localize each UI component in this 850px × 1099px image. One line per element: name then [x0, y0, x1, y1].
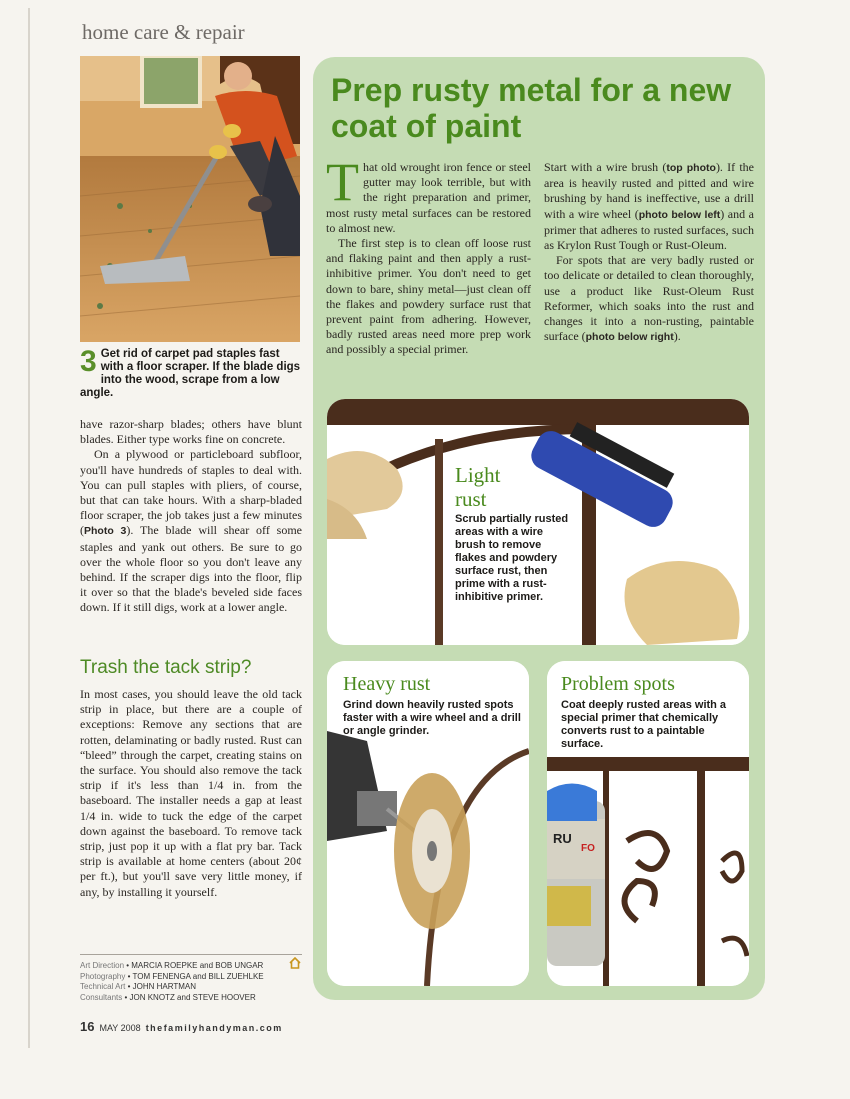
- trash-paragraph: In most cases, you should leave the old tack strip in place, but there are a couple of exceptions: Remove any sections that are rotten, delaminating or badly rusted. Rust can “bleed” through the carpet, creating stains on the surface. You should also remove the tack strip if it's less than 1/4 in. from the baseboard. The installer needs a gap at least 1/4 in. wide to tuck the edge of the carpet down against the baseboard. To remove tack strip, just pop it up with a flat pry bar. Tack strip is available at home centers (about 20¢ per ft.), but you'll save very little money, if any, by installing it yourself.: [80, 687, 302, 899]
- panel-caption: Coat deeply rusted areas with a special primer that chemically converts rust to a paintable surface.: [561, 699, 727, 750]
- photo-floor-scraper: [80, 56, 300, 342]
- can-label: RU: [553, 831, 572, 846]
- panel-heading: Heavy rust: [343, 673, 431, 695]
- article-title: Prep rusty metal for a new coat of paint: [331, 72, 732, 144]
- article-column-1: [326, 152, 531, 358]
- photo-panel-light-rust: [327, 399, 749, 645]
- credit-line: Art Direction • MARCIA ROEPKE and BOB UNGAR: [80, 961, 264, 970]
- photo-reference: photo below right: [585, 331, 674, 344]
- page-footer: [80, 1019, 283, 1034]
- photo-number: 3: [80, 345, 97, 378]
- photo-reference: photo below left: [638, 208, 721, 221]
- issue-date: MAY 2008: [99, 1023, 141, 1033]
- can-label: FO: [581, 843, 595, 854]
- panel-heading: Problem spots: [561, 673, 675, 695]
- website-url: thefamilyhandyman.com: [145, 1023, 283, 1033]
- left-para-2: On a plywood or particleboard subfloor, you'll have hundreds of staples to deal with. You can pull staples with pliers, of course, but that can take hours. With a sharp-bladed floor scraper, the job takes just a few minutes (Photo 3). The blade will shear off some staples and yank out others. Be sure to go over the whole floor so you don't leave any behind. If the scraper digs into the floor, flip it over so that the blade's beveled side faces down. If it still digs, work at a lower angle.: [80, 447, 303, 615]
- article-para-1: That old wrought iron fence or steel gutter may look terrible, but with the right preparation and primer, most rusty metal surfaces can be restored to almost new.: [326, 152, 531, 235]
- left-column-body: [80, 417, 302, 616]
- credits: [80, 954, 302, 1003]
- credit-line: Photography • TOM FENENGA and BILL ZUEHLKE: [80, 971, 264, 981]
- page-edge: [28, 8, 30, 1048]
- article-para-4: For spots that are very badly rusted or too delicate or detailed to clean thoroughly, use a product like Rust-Oleum Rust Reformer, which soaks into the rust and changes it into a non-rusting, paintable surface (photo below right).: [544, 253, 754, 344]
- photo-reference: top photo: [666, 162, 716, 174]
- photo3-caption: [80, 345, 302, 400]
- house-icon: [289, 956, 301, 968]
- section-label: home care & repair: [82, 20, 245, 44]
- page-number: 16: [80, 1019, 95, 1034]
- left-para-1: have razor-sharp blades; others have blunt blades. Either type works fine on concrete.: [80, 417, 302, 447]
- article-column-2: [544, 160, 754, 345]
- panel-heading: Light rust: [455, 463, 501, 511]
- photo3-caption-text: Get rid of carpet pad staples fast with a floor scraper. If the blade digs into the wood, scrape from a low angle.: [80, 348, 301, 399]
- subheading-trash-tack-strip: Trash the tack strip?: [80, 657, 252, 678]
- panel-caption: Scrub partially rusted areas with a wire brush to remove flakes and powdery surface rust, then prime with a rust-inhibitive primer.: [455, 513, 569, 603]
- article-para-3: Start with a wire brush (top photo). If the area is heavily rusted and pitted and wire brushing by hand is ineffective, use a drill with a wire wheel (photo below left) and a primer that adheres to rusted surfaces, such as Krylon Rust Tough or Rust-Oleum.: [544, 160, 754, 253]
- photo-reference: Photo 3: [84, 525, 127, 538]
- trash-body: [80, 687, 302, 900]
- credit-line: Technical Art • JOHN HARTMAN: [80, 982, 197, 991]
- photo-panel-problem-spots: [547, 661, 749, 986]
- panel-caption: Grind down heavily rusted spots faster with a wire wheel and a drill or angle grinder.: [343, 699, 521, 737]
- credit-line: Consultants • JON KNOTZ and STEVE HOOVER: [80, 992, 256, 1002]
- article-para-2: The first step is to clean off loose rust and flaking paint and then apply a rust-inhibitive primer. You don't need to get down to bare, shiny metal—just clean off the flakes and powdery surface rust that prevent paint from adhering. However, badly rusted areas need more prep work and possibly a special primer.: [326, 236, 531, 357]
- drop-cap: T: [326, 152, 359, 212]
- photo-panel-heavy-rust: [327, 661, 529, 986]
